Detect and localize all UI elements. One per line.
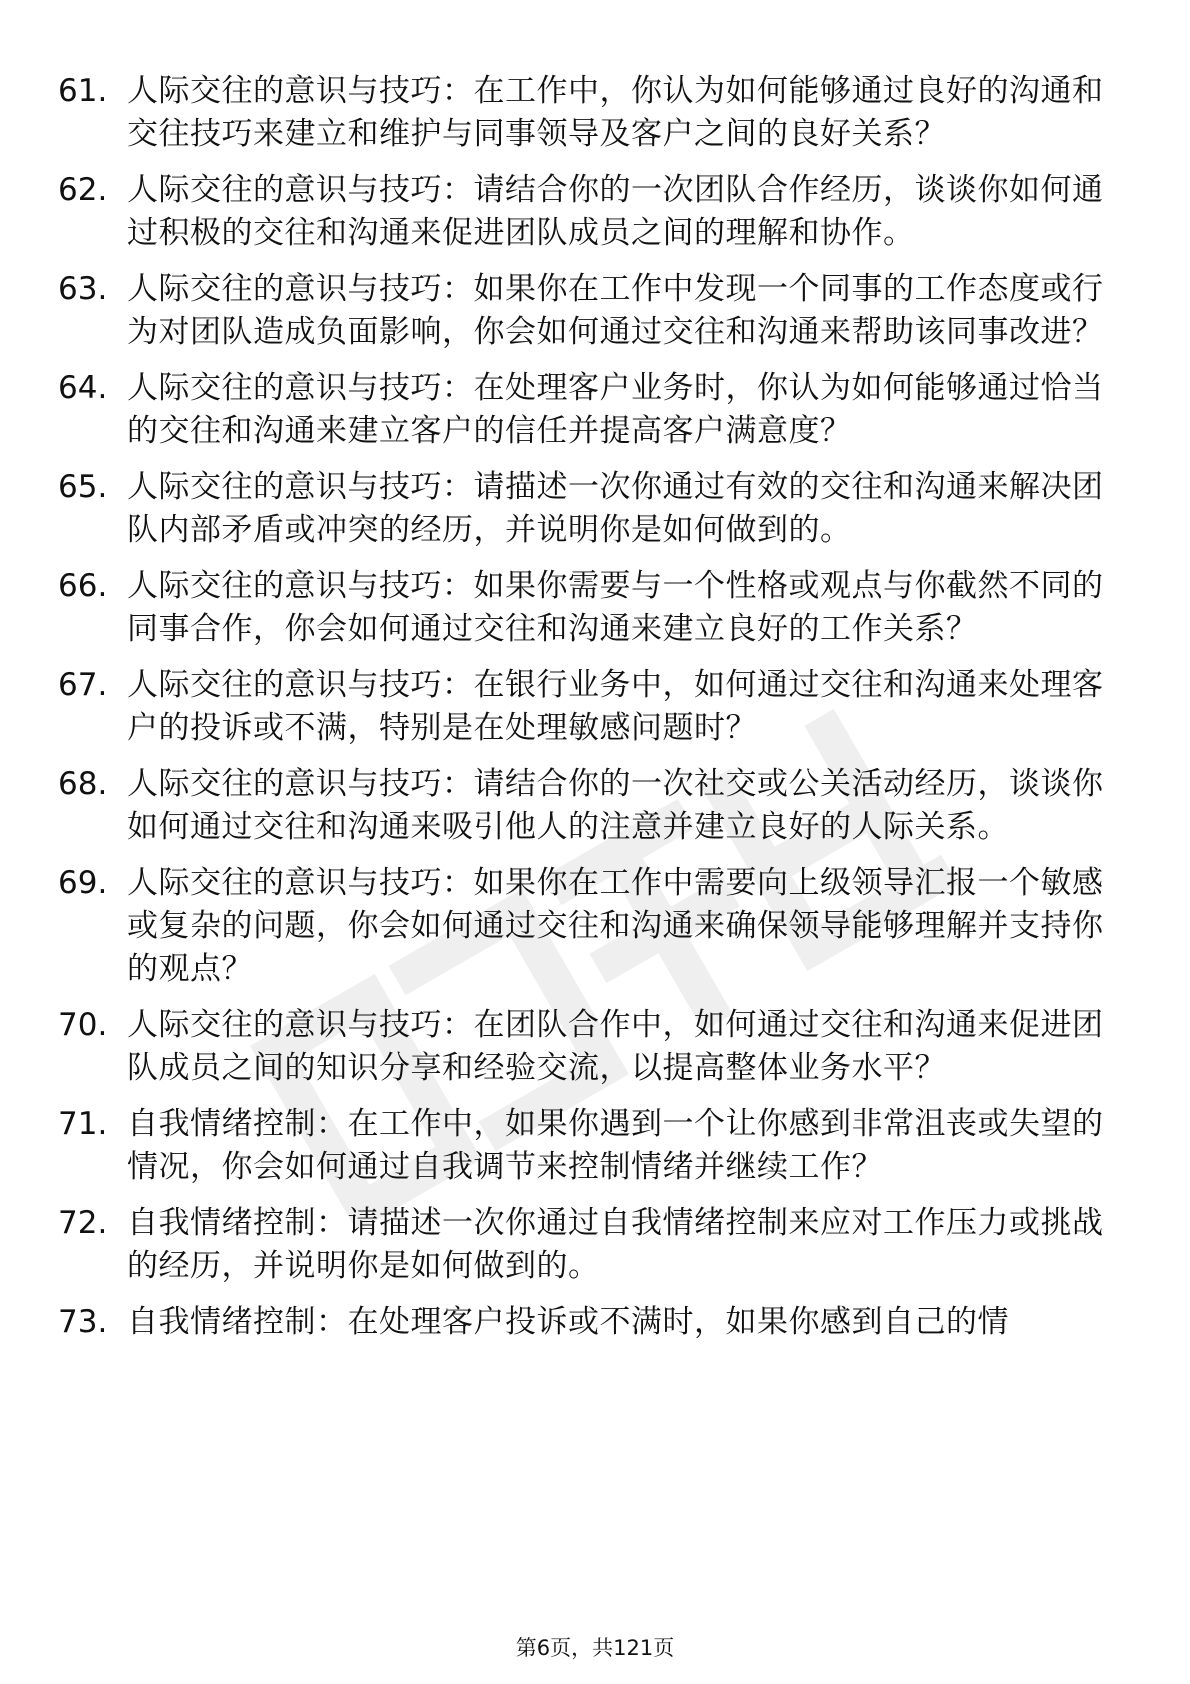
question-list xyxy=(58,70,1118,1357)
question-item-69 xyxy=(58,862,1118,991)
question-number: 62. xyxy=(58,172,108,208)
question-item-68 xyxy=(58,763,1118,849)
question-number: 69. xyxy=(58,865,108,901)
page-number-footer: 第6页，共121页 xyxy=(515,1636,675,1660)
question-item-67 xyxy=(58,664,1118,750)
question-number: 64. xyxy=(58,370,108,406)
question-number: 72. xyxy=(58,1205,108,1241)
question-item-62 xyxy=(58,169,1118,255)
question-number: 73. xyxy=(58,1304,108,1340)
question-number: 68. xyxy=(58,766,108,802)
question-text: 人际交往的意识与技巧：请描述一次你通过有效的交往和沟通来解决团队内部矛盾或冲突的经历，并说明你是如何做到的。 xyxy=(127,469,1104,548)
question-text: 人际交往的意识与技巧：在处理客户业务时，你认为如何能够通过恰当的交往和沟通来建立客户的信任并提高客户满意度？ xyxy=(127,370,1104,449)
question-item-73 xyxy=(58,1301,1118,1344)
question-number: 66. xyxy=(58,568,108,604)
question-number: 65. xyxy=(58,469,108,505)
question-number: 71. xyxy=(58,1106,108,1142)
question-text: 自我情绪控制：在工作中，如果你遇到一个让你感到非常沮丧或失望的情况，你会如何通过自我调节来控制情绪并继续工作？ xyxy=(127,1106,1104,1185)
question-number: 70. xyxy=(58,1007,108,1043)
question-item-70 xyxy=(58,1004,1118,1090)
question-number: 63. xyxy=(58,271,108,307)
question-text: 人际交往的意识与技巧：在银行业务中，如何通过交往和沟通来处理客户的投诉或不满，特别是在处理敏感问题时？ xyxy=(127,667,1104,746)
question-item-64 xyxy=(58,367,1118,453)
question-text: 人际交往的意识与技巧：如果你在工作中发现一个同事的工作态度或行为对团队造成负面影响，你会如何通过交往和沟通来帮助该同事改进？ xyxy=(127,271,1104,350)
question-item-61 xyxy=(58,70,1118,156)
question-number: 67. xyxy=(58,667,108,703)
question-item-66 xyxy=(58,565,1118,651)
question-text: 人际交往的意识与技巧：请结合你的一次社交或公关活动经历，谈谈你如何通过交往和沟通来吸引他人的注意并建立良好的人际关系。 xyxy=(127,766,1104,845)
question-text: 人际交往的意识与技巧：请结合你的一次团队合作经历，谈谈你如何通过积极的交往和沟通来促进团队成员之间的理解和协作。 xyxy=(127,172,1104,251)
question-text: 自我情绪控制：在处理客户投诉或不满时，如果你感到自己的情 xyxy=(127,1304,1009,1340)
question-text: 人际交往的意识与技巧：在团队合作中，如何通过交往和沟通来促进团队成员之间的知识分享和经验交流，以提高整体业务水平？ xyxy=(127,1007,1104,1086)
question-item-71 xyxy=(58,1103,1118,1189)
question-number: 61. xyxy=(58,73,108,109)
question-text: 人际交往的意识与技巧：如果你在工作中需要向上级领导汇报一个敏感或复杂的问题，你会如何通过交往和沟通来确保领导能够理解并支持你的观点？ xyxy=(127,865,1104,987)
question-item-65 xyxy=(58,466,1118,552)
question-text: 人际交往的意识与技巧：在工作中，你认为如何能够通过良好的沟通和交往技巧来建立和维护与同事领导及客户之间的良好关系？ xyxy=(127,73,1104,152)
question-text: 自我情绪控制：请描述一次你通过自我情绪控制来应对工作压力或挑战的经历，并说明你是如何做到的。 xyxy=(127,1205,1104,1284)
question-text: 人际交往的意识与技巧：如果你需要与一个性格或观点与你截然不同的同事合作，你会如何通过交往和沟通来建立良好的工作关系？ xyxy=(127,568,1104,647)
question-item-72 xyxy=(58,1202,1118,1288)
question-item-63 xyxy=(58,268,1118,354)
